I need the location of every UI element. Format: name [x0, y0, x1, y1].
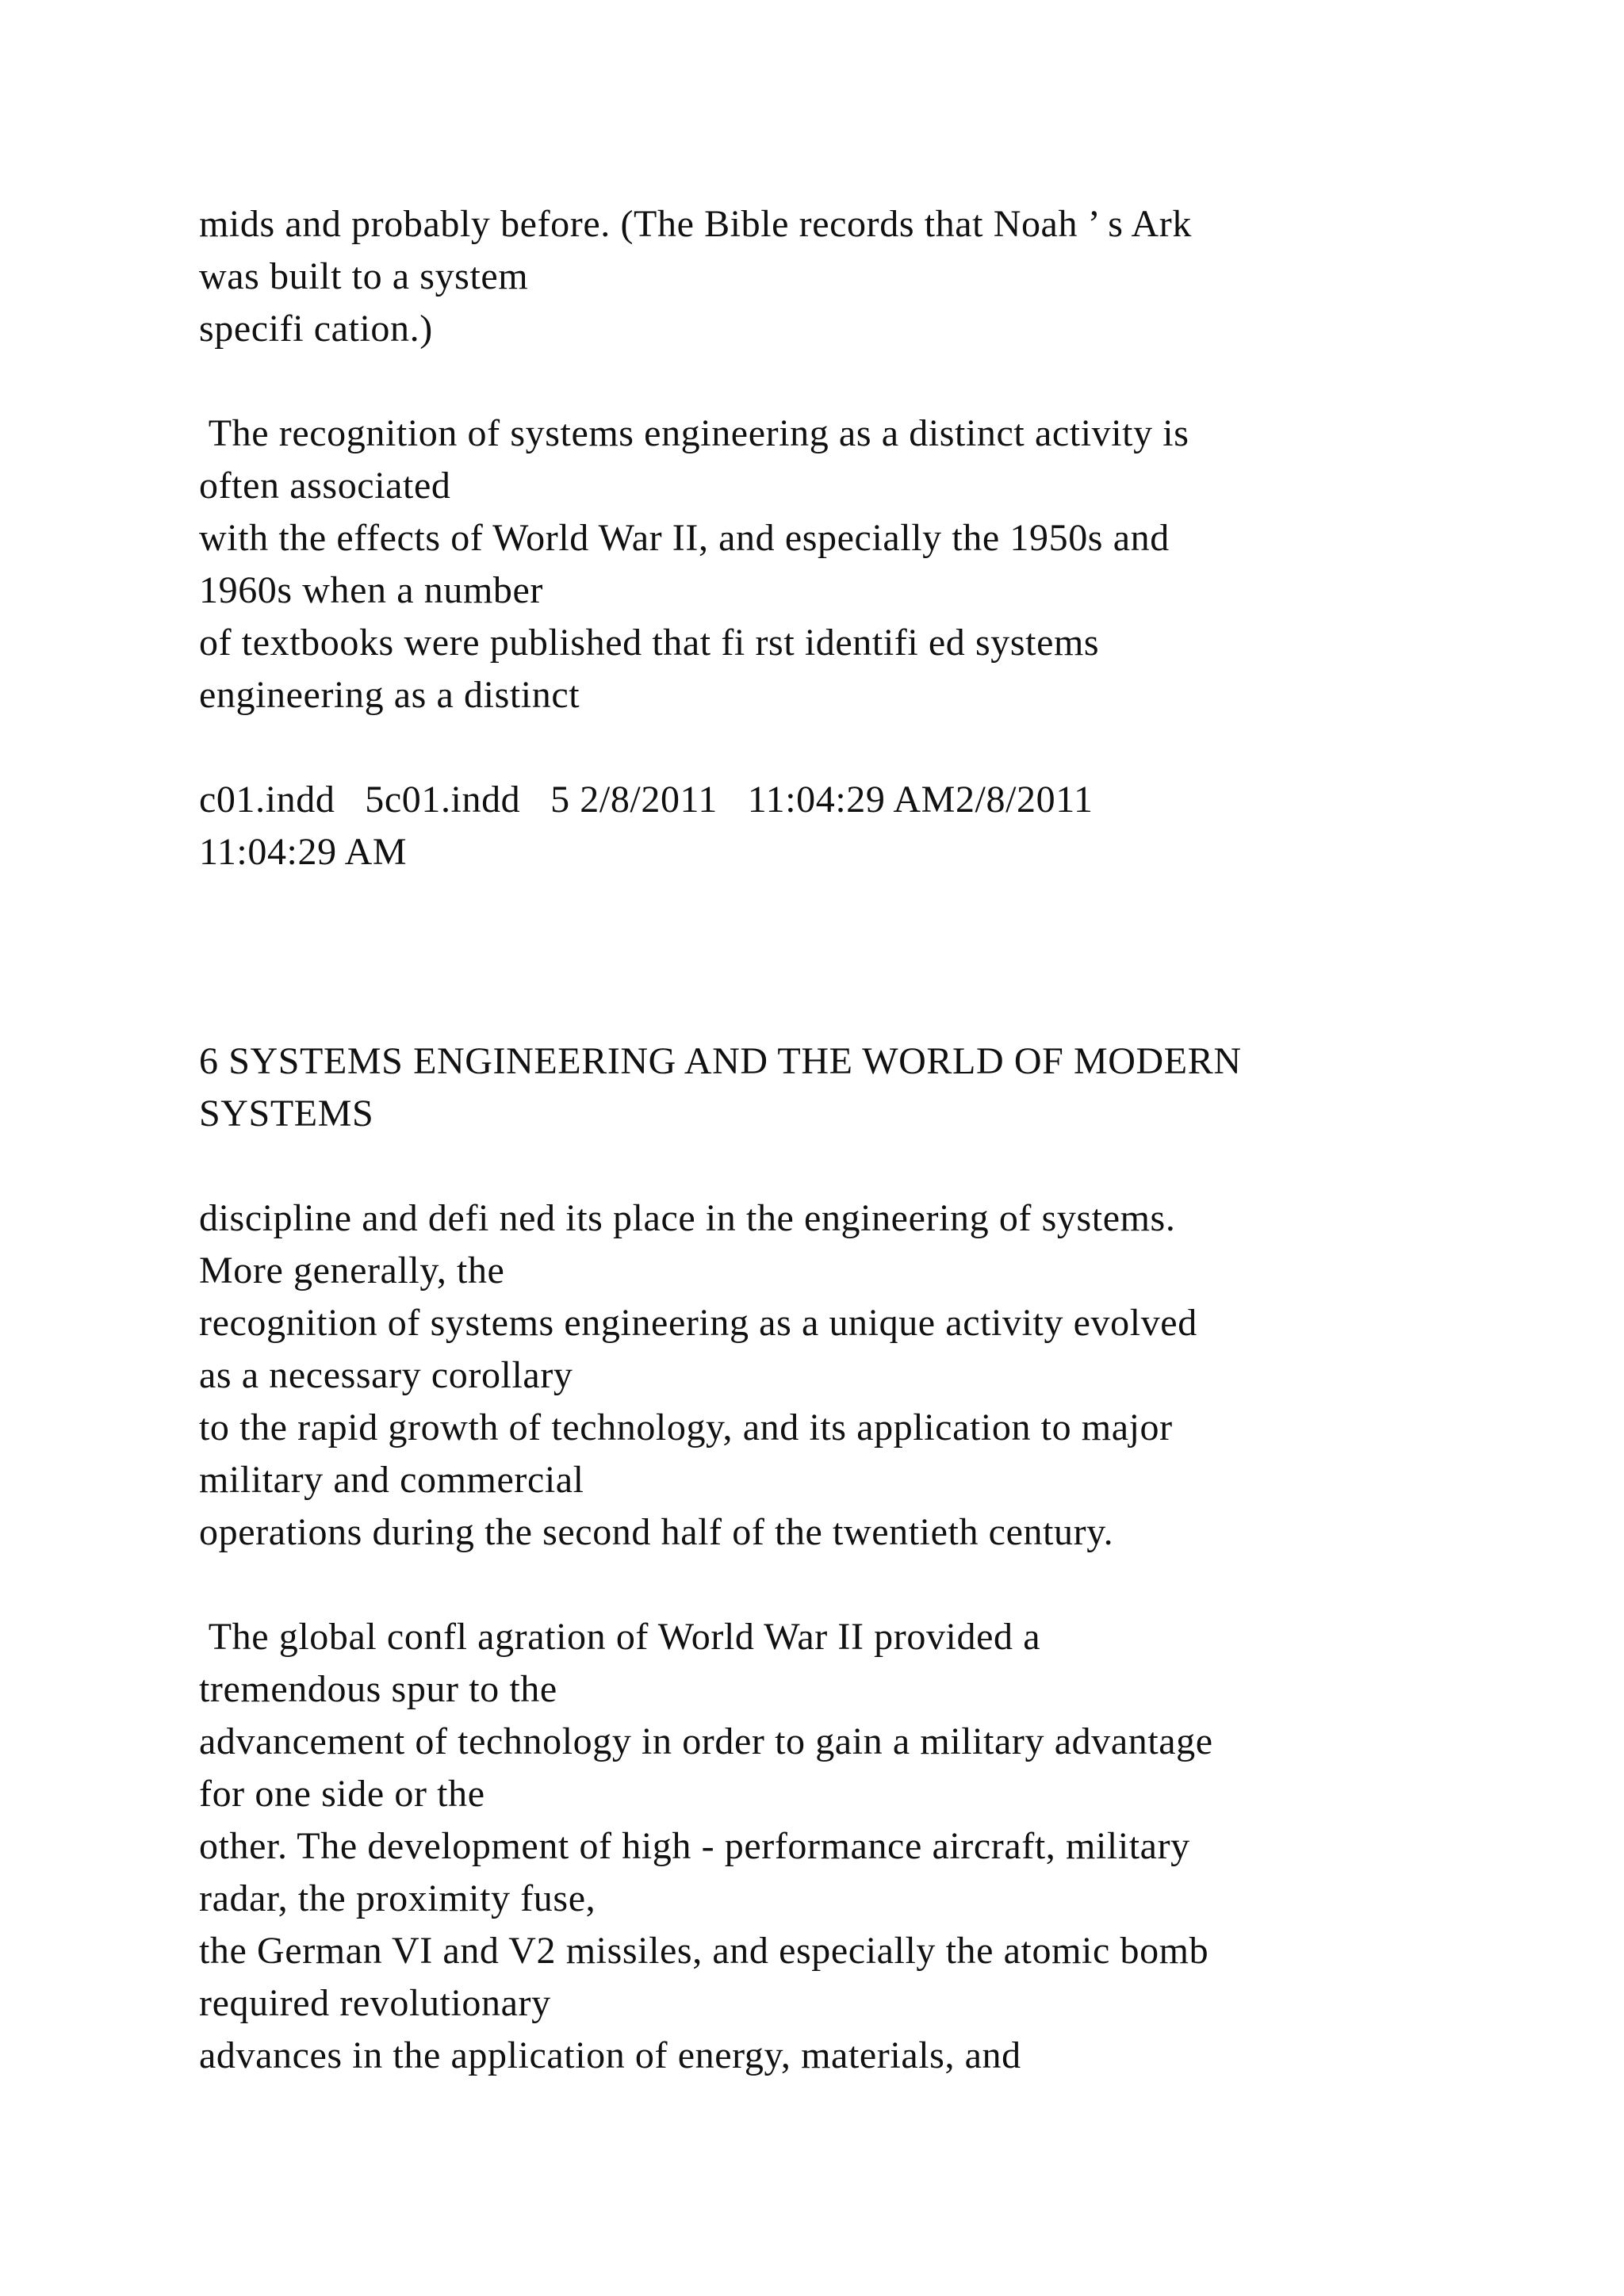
text-line: was built to a system	[199, 255, 529, 297]
text-line: engineering as a distinct	[199, 674, 580, 716]
text-line: The global confl agration of World War II provided a	[199, 1616, 1041, 1658]
text-line: advancement of technology in order to gain a military advantage	[199, 1720, 1213, 1762]
text-line: mids and probably before. (The Bible records that Noah ’ s Ark	[199, 203, 1192, 245]
text-line: to the rapid growth of technology, and its application to major	[199, 1406, 1173, 1448]
text-line: required revolutionary	[199, 1982, 551, 2024]
text-line: often associated	[199, 465, 451, 507]
page-footer-line: c01.indd 5c01.indd 5 2/8/2011 11:04:29 AM2/8/2011	[199, 779, 1094, 821]
text-line: the German VI and V2 missiles, and especially the atomic bomb	[199, 1930, 1209, 1972]
text-line: 1960s when a number	[199, 569, 543, 611]
page-header-line: SYSTEMS	[199, 1093, 374, 1135]
text-line: as a necessary corollary	[199, 1354, 573, 1396]
text-line: operations during the second half of the twentieth century.	[199, 1511, 1114, 1553]
text-line: military and commercial	[199, 1459, 584, 1501]
text-line: The recognition of systems engineering as a distinct activity is	[199, 412, 1189, 454]
text-line: specifi cation.)	[199, 308, 433, 350]
text-line: for one side or the	[199, 1773, 485, 1815]
text-line: advances in the application of energy, materials, and	[199, 2034, 1021, 2076]
text-line: of textbooks were published that fi rst identifi ed systems	[199, 622, 1100, 664]
page-header-line: 6 SYSTEMS ENGINEERING AND THE WORLD OF MODERN	[199, 1040, 1242, 1082]
text-line: tremendous spur to the	[199, 1668, 557, 1710]
text-line: radar, the proximity fuse,	[199, 1877, 596, 1919]
page-footer-line: 11:04:29 AM	[199, 831, 408, 873]
text-line: other. The development of high - performance aircraft, military	[199, 1825, 1190, 1867]
text-line: More generally, the	[199, 1249, 505, 1292]
text-line: recognition of systems engineering as a unique activity evolved	[199, 1302, 1197, 1344]
text-line: discipline and defi ned its place in the engineering of systems.	[199, 1197, 1176, 1239]
text-line: with the effects of World War II, and especially the 1950s and	[199, 517, 1170, 559]
